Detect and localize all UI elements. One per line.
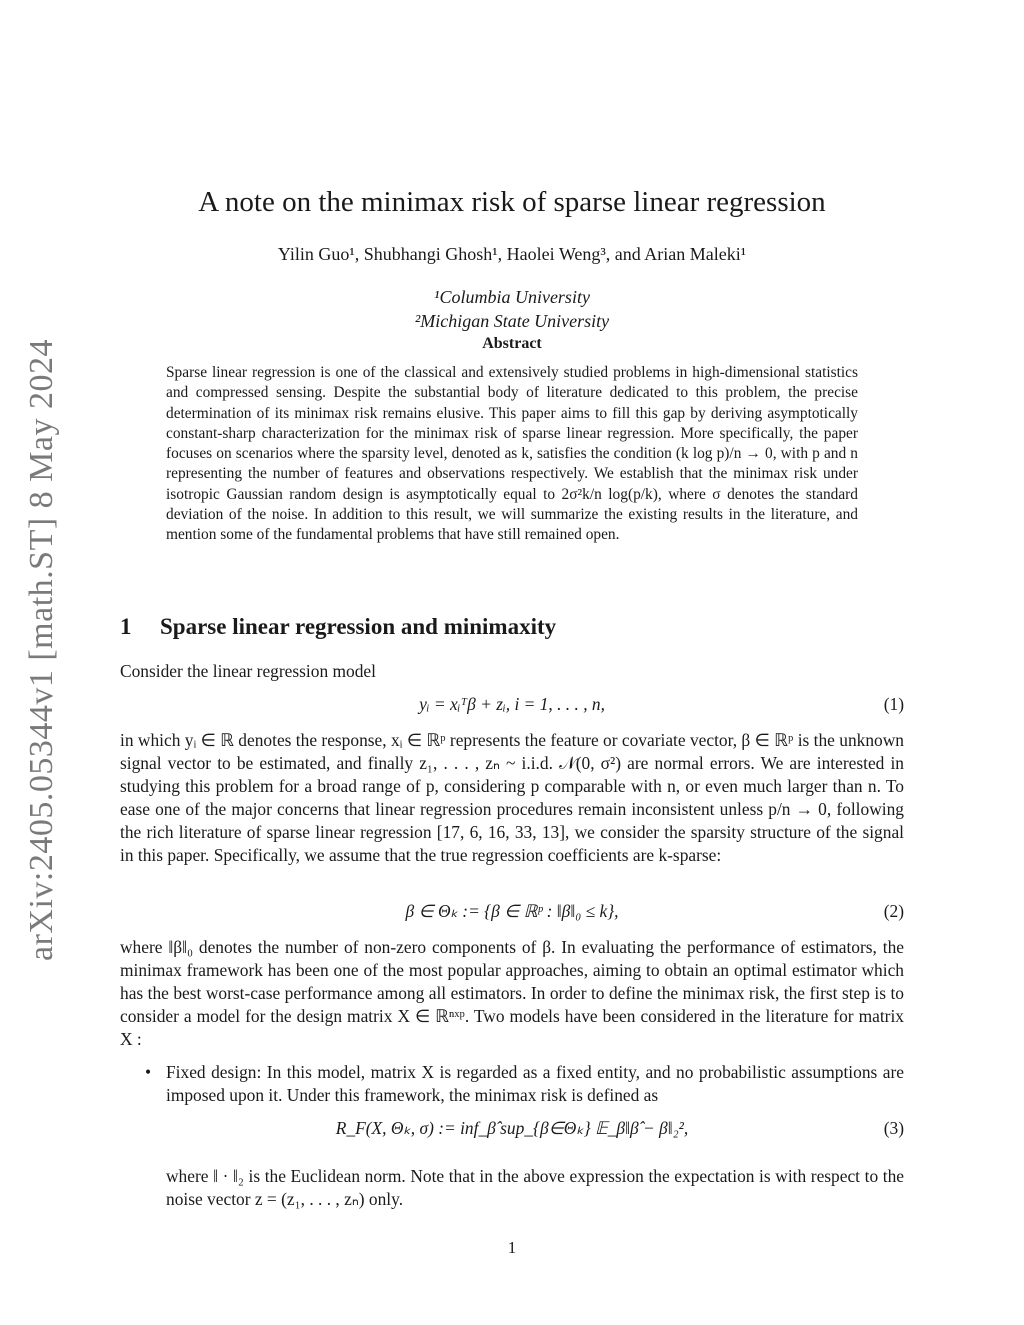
- section-title: Sparse linear regression and minimaxity: [160, 614, 557, 639]
- abstract-heading: Abstract: [482, 335, 542, 352]
- bullet-fixed-design: Fixed design: In this model, matrix X is regarded as a fixed entity, and no probabilistic assumptions are imposed upon it. Under this framework, the minimax risk is defined as: [166, 1062, 904, 1105]
- paragraph-model: in which yᵢ ∈ ℝ denotes the response, xᵢ ∈ ℝᵖ represents the feature or covariate vector, β ∈ ℝᵖ is the unknown signal vector to be estimated, and finally z₁, . . . , zₙ ~ i.i.d. 𝒩(0, σ²) are normal errors. We are interested in studying this problem for a broad range of p, considering p comparable with n, or even much larger than n. To ease one of the major concerns that linear regression procedures remain inconsistent unless p/n → 0, following the rich literature of sparse linear regression [17, 6, 16, 33, 13], we consider the sparsity structure of the signal in this paper. Specifically, we assume that the true regression coefficients are k-sparse:: [120, 730, 904, 865]
- equation-2-math: β ∈ Θₖ := {β ∈ ℝᵖ : ‖β‖₀ ≤ k},: [405, 901, 619, 921]
- page-number: 1: [507, 1238, 517, 1257]
- equation-1-number: (1): [883, 694, 904, 714]
- affiliation-1: ¹Columbia University: [434, 287, 590, 307]
- equation-3-math: R_F(X, Θₖ, σ) := inf_β̂ sup_{β∈Θₖ} 𝔼_β‖β̂ − β‖₂²,: [335, 1118, 689, 1138]
- paper-title: A note on the minimax risk of sparse linear regression: [198, 186, 826, 218]
- equation-2: [120, 901, 904, 929]
- equation-1-math: yᵢ = xᵢᵀβ + zᵢ, i = 1, . . . , n,: [419, 694, 605, 714]
- equation-1: [120, 694, 904, 722]
- bullet-fixed-design-continued: where ‖ · ‖₂ is the Euclidean norm. Note that in the above expression the expectation is with respect to the noise vector z = (z₁, . . . , zₙ) only.: [166, 1166, 904, 1209]
- equation-2-number: (2): [883, 901, 904, 921]
- abstract-text: Sparse linear regression is one of the classical and extensively studied problems in high-dimensional statistics and compressed sensing. Despite the substantial body of literature dedicated to this problem, the precise determination of its minimax risk remains elusive. This paper aims to fill this gap by deriving asymptotically constant-sharp characterization for the minimax risk of sparse linear regression. More specifically, the paper focuses on scenarios where the sparsity level, denoted as k, satisfies the condition (k log p)/n → 0, with p and n representing the number of features and observations respectively. We establish that the minimax risk under isotropic Gaussian random design is asymptotically equal to 2σ²k/n log(p/k), where σ denotes the standard deviation of the noise. In addition to this result, we will summarize the existing results in the literature, and mention some of the fundamental problems that have still remained open.: [166, 364, 858, 544]
- bullet-marker: •: [145, 1062, 152, 1082]
- affiliation-2: ²Michigan State University: [414, 311, 610, 331]
- paragraph-minimax: where ‖β‖₀ denotes the number of non-zero components of β. In evaluating the performance of estimators, the minimax framework has been one of the most popular approaches, aiming to obtain an optimal estimator which has the best worst-case performance among all estimators. In order to define the minimax risk, the first step is to consider a model for the design matrix X ∈ ℝⁿˣᵖ. Two models have been considered in the literature for matrix X :: [120, 937, 904, 1049]
- arxiv-identifier[interactable]: arXiv:2405.05344v1 [math.ST] 8 May 2024: [23, 339, 60, 961]
- equation-3: [120, 1118, 904, 1146]
- equation-3-number: (3): [883, 1118, 904, 1138]
- section-heading: [120, 614, 556, 640]
- author-list: Yilin Guo¹, Shubhangi Ghosh¹, Haolei Weng³, and Arian Maleki¹: [277, 244, 747, 264]
- section-number: 1: [120, 614, 132, 639]
- paragraph-intro: Consider the linear regression model: [120, 661, 376, 681]
